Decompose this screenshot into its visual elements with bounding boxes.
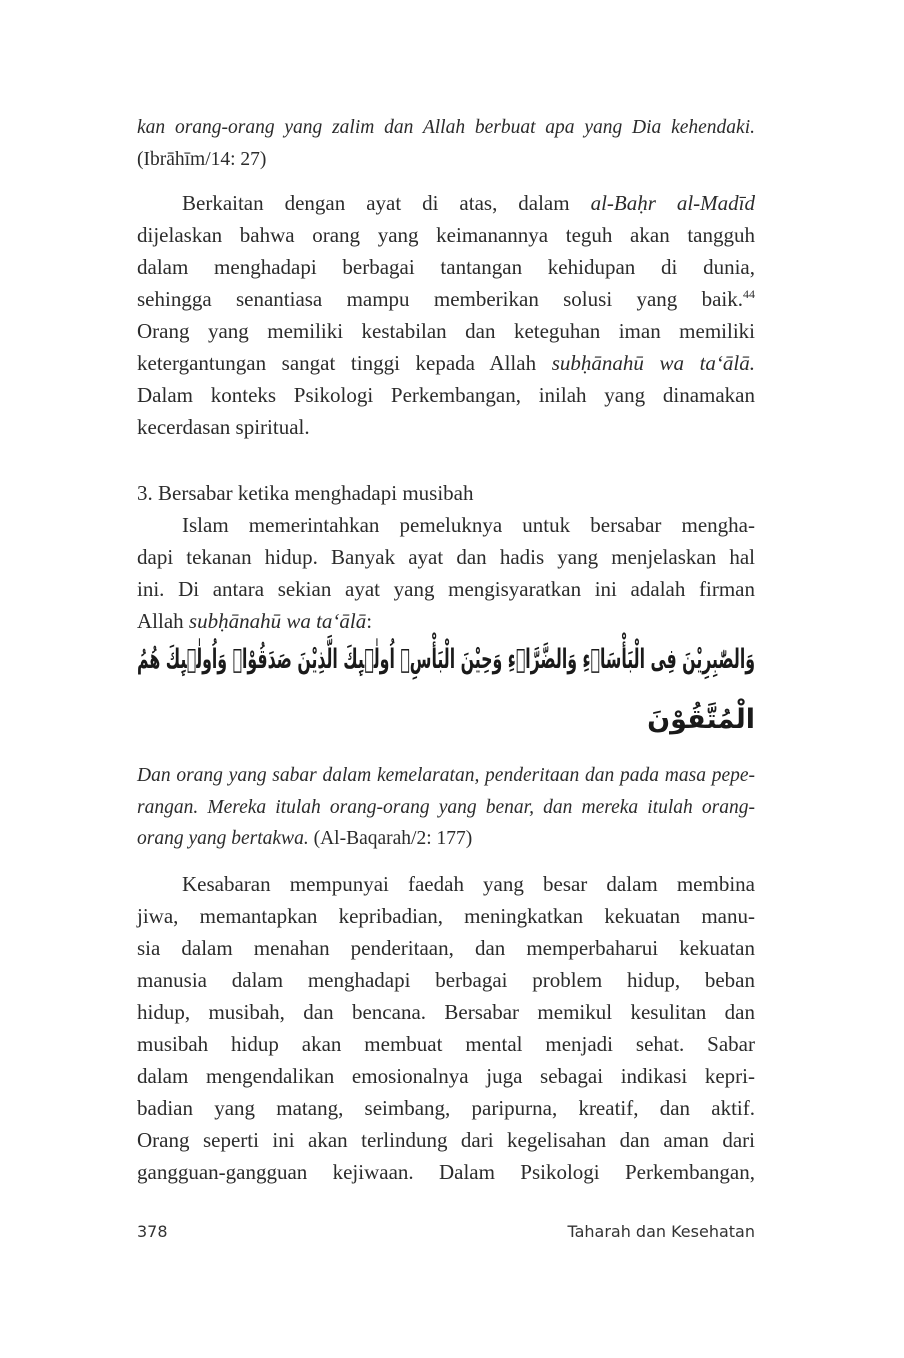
text-segment: dalam menghadapi berbagai tantangan kehidupan di dunia, <box>137 255 755 279</box>
text-line <box>137 1124 755 1156</box>
text-segment: sia dalam menahan penderitaan, dan memperbaharui kekuatan <box>137 936 755 960</box>
translation <box>137 760 755 855</box>
text-segment: : <box>366 609 373 633</box>
page-number: 378 <box>137 1222 168 1241</box>
text-line <box>137 792 755 824</box>
text-line <box>137 573 755 605</box>
italic-text: orang yang bertakwa. <box>137 828 309 849</box>
text-segment: dapi tekanan hidup. Banyak ayat dan hadis yang menjelaskan hal <box>137 545 755 569</box>
text-line <box>137 411 755 443</box>
text-line <box>137 187 755 219</box>
text-segment: ini. Di antara sekian ayat yang mengisyaratkan ini adalah firman <box>137 577 755 601</box>
text-segment: hidup, musibah, dan bencana. Bersabar memikul kesulitan dan <box>137 1000 755 1024</box>
paragraph-kesabaran <box>137 868 755 1188</box>
text-line <box>137 283 755 315</box>
arabic-line: وَالصّٰبِرِيْنَ فِى الْبَأْسَاۤءِ وَالضَّرَّاۤءِ وَحِيْنَ الْبَأْسِۗ اُولٰۤىِٕكَ الَّذِيْنَ صَدَقُوْاۗ وَاُولٰۤىِٕكَ هُمُ <box>137 644 755 675</box>
text-segment: Allah <box>137 609 189 633</box>
text-line <box>137 1028 755 1060</box>
text-segment: manusia dalam menghadapi berbagai problem hidup, beban <box>137 968 755 992</box>
text-line <box>137 964 755 996</box>
text-line <box>137 379 755 411</box>
text-line <box>137 112 755 144</box>
text-line <box>137 219 755 251</box>
text-segment: kecerdasan spiritual. <box>137 415 310 439</box>
text-line <box>137 144 755 176</box>
text-line <box>137 868 755 900</box>
text-line <box>137 509 755 541</box>
book-title: Taharah dan Kesehatan <box>567 1222 755 1241</box>
text-segment: (Ibrāhīm/14: 27) <box>137 148 267 170</box>
italic-text: subḥānahū wa ta‘ālā. <box>551 351 755 375</box>
text-line <box>137 477 755 509</box>
text-segment: sehingga senantiasa mampu memberikan solusi yang baik. <box>137 287 743 311</box>
text-line <box>137 932 755 964</box>
text-line <box>137 315 755 347</box>
text-segment: dijelaskan bahwa orang yang keimanannya teguh akan tangguh <box>137 223 755 247</box>
text-segment: dalam mengendalikan emosionalnya juga sebagai indikasi kepri- <box>137 1064 755 1088</box>
text-segment: Dalam konteks Psikologi Perkembangan, inilah yang dinamakan <box>137 383 755 407</box>
text-line <box>137 900 755 932</box>
text-line <box>137 1156 755 1188</box>
section-heading <box>137 477 755 509</box>
italic-text: al-Baḥr al-Madīd <box>590 191 756 215</box>
text-segment: badian yang matang, seimbang, paripurna, kreatif, dan aktif. <box>137 1096 755 1120</box>
text-line <box>137 541 755 573</box>
text-segment: gangguan-gangguan kejiwaan. Dalam Psikologi Perkembangan, <box>137 1160 755 1184</box>
footnote-ref: 44 <box>743 287 755 301</box>
text-segment: ketergantungan sangat tinggi kepada Allah <box>137 351 552 375</box>
text-line <box>137 823 755 855</box>
paragraph-spiritual <box>137 187 755 443</box>
text-segment: Islam memerintahkan pemeluknya untuk bersabar mengha- <box>182 513 755 537</box>
text-line <box>137 1092 755 1124</box>
text-segment: Kesabaran mempunyai faedah yang besar dalam membina <box>182 872 755 896</box>
text-line <box>137 251 755 283</box>
quote-ending <box>137 112 755 175</box>
italic-text: rangan. Mereka itulah orang-orang yang benar, dan mereka itulah orang- <box>137 796 755 818</box>
text-line <box>137 760 755 792</box>
text-segment: musibah hidup akan membuat mental menjadi sehat. Sabar <box>137 1032 755 1056</box>
text-segment: Berkaitan dengan ayat di atas, dalam <box>182 191 591 215</box>
arabic-verse <box>137 630 755 750</box>
italic-text: subḥānahū wa ta‘ālā <box>188 609 367 633</box>
paragraph-sabar-intro <box>137 509 755 637</box>
page-footer <box>137 1222 755 1241</box>
italic-text: Dan orang yang sabar dalam kemelaratan, penderitaan dan pada masa pepe- <box>137 765 755 786</box>
italic-text: kan orang-orang yang zalim dan Allah berbuat apa yang Dia kehendaki. <box>137 117 755 138</box>
text-line <box>137 1060 755 1092</box>
text-line <box>137 347 755 379</box>
text-segment: Orang yang memiliki kestabilan dan keteguhan iman memiliki <box>137 319 755 343</box>
text-segment: 3. Bersabar ketika menghadapi musibah <box>137 481 474 505</box>
text-segment: jiwa, memantapkan kepribadian, meningkatkan kekuatan manu- <box>137 904 755 928</box>
text-segment: Orang seperti ini akan terlindung dari kegelisahan dan aman dari <box>137 1128 755 1152</box>
text-line <box>137 996 755 1028</box>
text-segment: (Al-Baqarah/2: 177) <box>308 828 473 849</box>
arabic-line: الْمُتَّقُوْنَ <box>647 704 755 735</box>
